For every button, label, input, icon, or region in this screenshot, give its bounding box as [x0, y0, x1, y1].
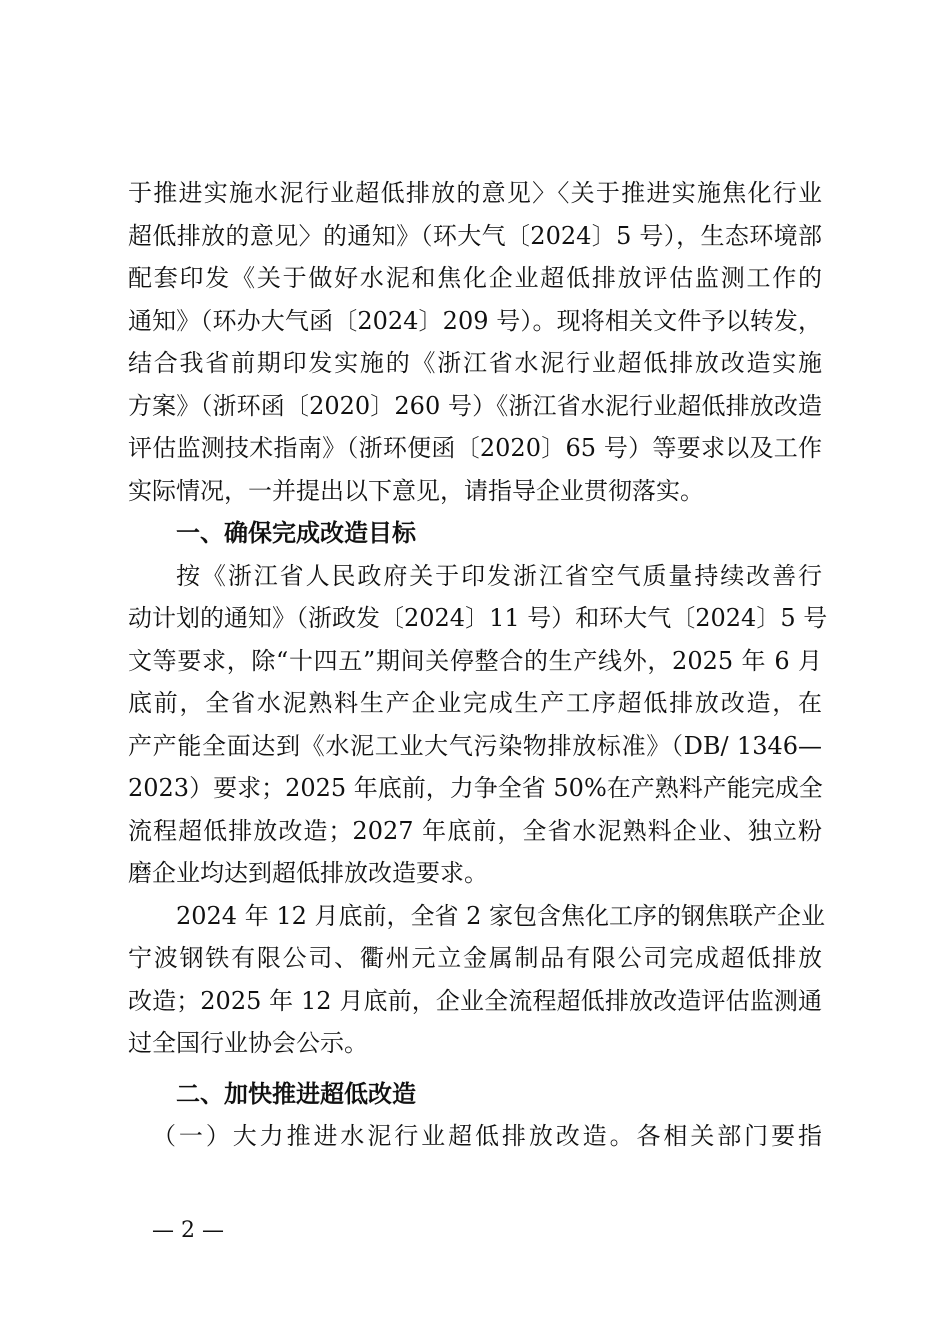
text-line: 超低排放的意见〉的通知》（环大气〔2024〕5 号），生态环境部: [128, 221, 822, 250]
page-number: — 2 —: [152, 1218, 224, 1243]
text-line: 实际情况，一并提出以下意见，请指导企业贯彻落实。: [128, 476, 704, 505]
text-line: 动计划的通知》（浙政发〔2024〕11 号）和环大气〔2024〕5 号: [128, 604, 828, 632]
text-line: 改造；2025 年 12 月底前，企业全流程超低排放改造评估监测通: [128, 986, 822, 1015]
text-line: 配套印发《关于做好水泥和焦化企业超低排放评估监测工作的: [128, 264, 822, 292]
intro-paragraph: [128, 172, 822, 512]
text-line: 2023）要求；2025 年底前，力争全省 50%在产熟料产能完成全: [128, 774, 823, 802]
section-heading-2: 二、加快推进超低改造: [176, 1079, 416, 1108]
section-1-paragraph: [128, 555, 828, 895]
document-body: [128, 172, 828, 1158]
text-line: 产产能全面达到《水泥工业大气污染物排放标准》（DB/ 1346—: [128, 731, 822, 760]
section-1-paragraph-2: [128, 895, 826, 1065]
text-line: 通知》（环办大气函〔2024〕209 号）。现将相关文件予以转发，: [128, 306, 822, 335]
text-line: 文等要求，除“十四五”期间关停整合的生产线外，2025 年 6 月: [128, 646, 822, 675]
text-line: 底前，全省水泥熟料生产企业完成生产工序超低排放改造，在: [128, 689, 822, 717]
text-line: 流程超低排放改造；2027 年底前，全省水泥熟料企业、独立粉: [128, 816, 822, 845]
text-line: 于推进实施水泥行业超低排放的意见〉〈关于推进实施焦化行业: [128, 179, 822, 207]
text-line: 按《浙江省人民政府关于印发浙江省空气质量持续改善行: [176, 561, 822, 590]
text-line: 结合我省前期印发实施的《浙江省水泥行业超低排放改造实施: [128, 349, 822, 377]
text-line: 宁波钢铁有限公司、衢州元立金属制品有限公司完成超低排放: [128, 944, 822, 972]
section-2-paragraph: [128, 1115, 822, 1158]
text-line: 2024 年 12 月底前，全省 2 家包含焦化工序的钢焦联产企业: [176, 901, 826, 930]
text-line: 过全国行业协会公示。: [128, 1029, 368, 1057]
text-line: 评估监测技术指南》（浙环便函〔2020〕65 号）等要求以及工作: [128, 434, 822, 462]
text-line: 方案》（浙环函〔2020〕260 号）《浙江省水泥行业超低排放改造: [128, 391, 822, 420]
text-line: 磨企业均达到超低排放改造要求。: [128, 859, 488, 887]
text-line: （一）大力推进水泥行业超低排放改造。各相关部门要指: [152, 1122, 822, 1150]
section-heading-1: 一、确保完成改造目标: [176, 519, 416, 547]
